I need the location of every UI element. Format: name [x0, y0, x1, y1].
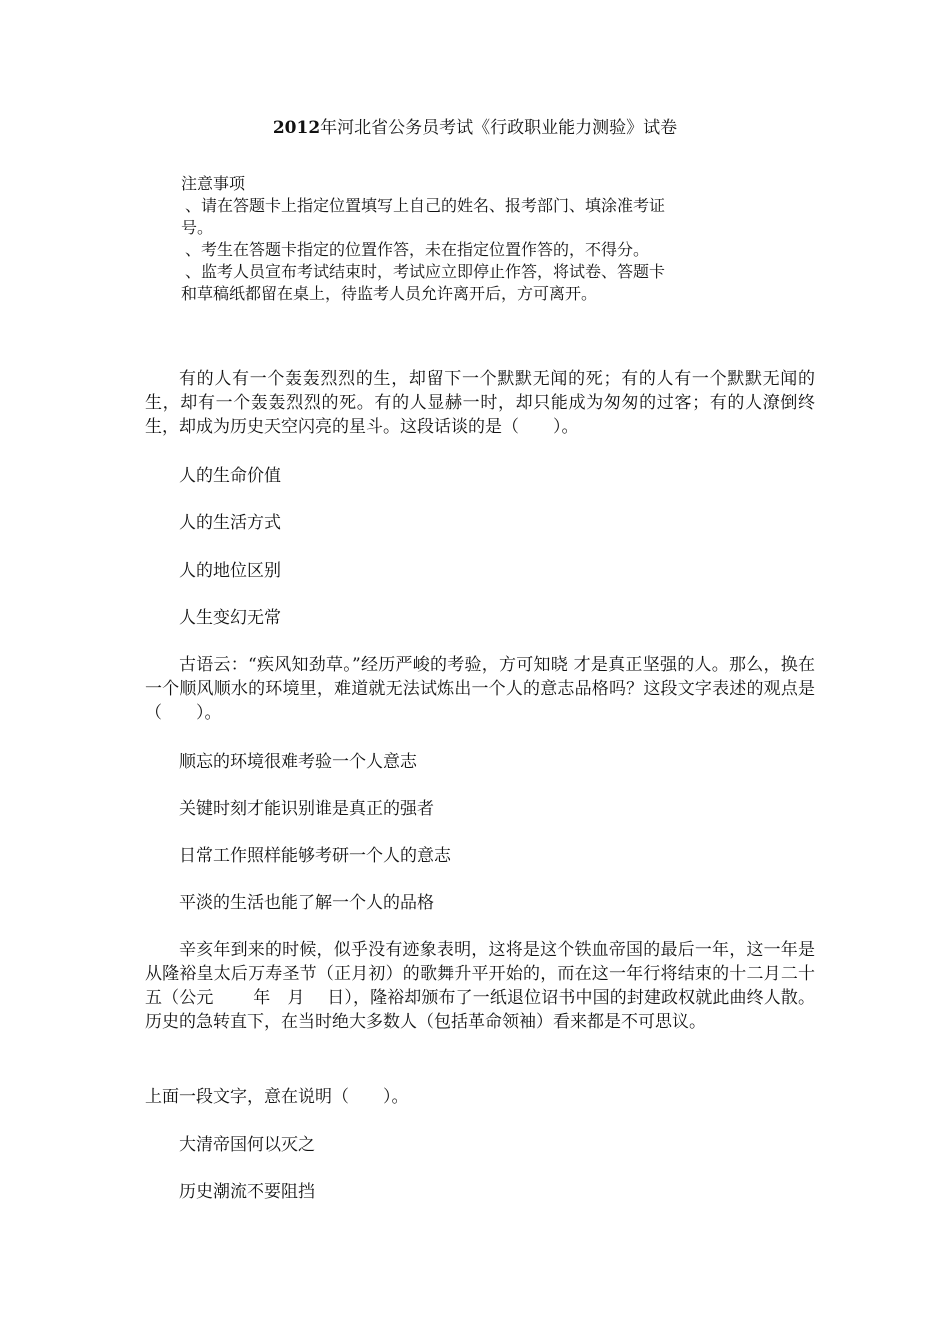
question-1-option-c: 人的地位区别	[179, 561, 281, 581]
question-2-option-b: 关键时刻才能识别谁是真正的强者	[179, 799, 434, 819]
notice-line-3: 、考生在答题卡指定的位置作答，未在指定位置作答的，不得分。	[185, 240, 650, 259]
notice-line-4: 、监考人员宣布考试结束时，考试应立即停止作答，将试卷、答题卡	[185, 262, 666, 281]
question-2-option-a: 顺忘的环境很难考验一个人意志	[179, 752, 417, 772]
question-3-stem: 上面一段文字，意在说明（ ）。	[145, 1087, 409, 1107]
question-1-stem: 有的人有一个轰轰烈烈的生，却留下一个默默无闻的死；有的人有一个默默无闻的生，却有一个轰轰烈烈的死。有的人显赫一时，却只能成为匆匆的过客；有的人潦倒终生，却成为历史天空闪亮的星斗。这段话谈的是（ ）。	[145, 369, 815, 437]
notice-section	[181, 173, 781, 305]
question-3-option-a: 大清帝国何以灭之	[179, 1135, 315, 1155]
question-2-option-d: 平淡的生活也能了解一个人的品格	[179, 893, 434, 913]
question-2-stem: 古语云：“疾风知劲草。”经历严峻的考验，方可知晓 才是真正坚强的人。那么，换在一个顺风顺水的环境里，难道就无法试炼出一个人的意志品格吗？这段文字表述的观点是（ ）。	[145, 655, 815, 723]
notice-line-2: 号。	[181, 218, 214, 237]
title-text: 年河北省公务员考试《行政职业能力测验》试卷	[320, 118, 678, 138]
question-2-option-c: 日常工作照样能够考研一个人的意志	[179, 846, 451, 866]
document-title	[0, 116, 950, 140]
notice-line-1: 、请在答题卡上指定位置填写上自己的姓名、报考部门、填涂准考证	[185, 196, 666, 215]
title-year: 2012	[272, 118, 321, 138]
question-3-option-b: 历史潮流不要阻挡	[179, 1182, 315, 1202]
notice-heading: 注意事项	[181, 174, 246, 193]
notice-line-5: 和草稿纸都留在桌上，待监考人员允许离开后，方可离开。	[181, 284, 598, 303]
question-1-option-a: 人的生命价值	[179, 466, 281, 486]
question-1-option-b: 人的生活方式	[179, 513, 281, 533]
question-3-passage: 辛亥年到来的时候，似乎没有迹象表明，这将是这个铁血帝国的最后一年，这一年是从隆裕皇太后万寿圣节（正月初）的歌舞升平开始的，而在这一年行将结束的十二月二十五（公元 年 月 日），隆裕却颁布了一纸退位诏书中国的封建政权就此曲终人散。历史的急转直下，在当时绝大多数人（包括革命领袖）看来都是不可思议。	[145, 940, 815, 1032]
question-1-option-d: 人生变幻无常	[179, 608, 281, 628]
